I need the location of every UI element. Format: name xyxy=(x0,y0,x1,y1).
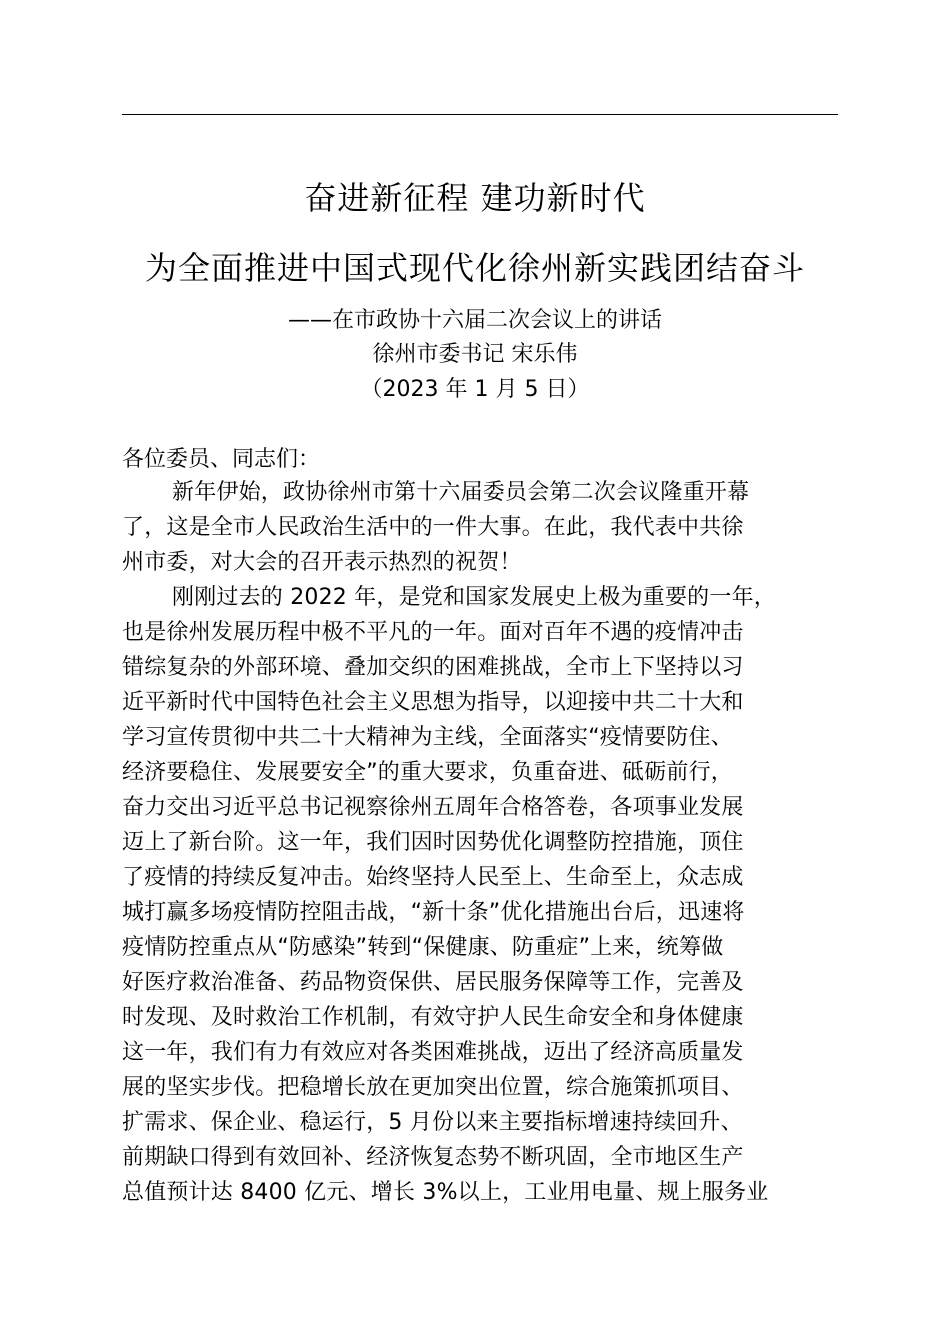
body-line: 也是徐州发展历程中极不平凡的一年。面对百年不遇的疫情冲击 xyxy=(122,620,744,645)
body-line: 了，这是全市人民政治生活中的一件大事。在此，我代表中共徐 xyxy=(122,515,744,540)
body-line: 城打赢多场疫情防控阻击战，“新十条”优化措施出台后，迅速将 xyxy=(122,900,745,925)
body-line: 学习宣传贯彻中共二十大精神为主线，全面落实“疫情要防住、 xyxy=(122,725,733,750)
body-line: 经济要稳住、发展要安全”的重大要求，负重奋进、砥砺前行， xyxy=(122,760,733,785)
date: （2023 年 1 月 5 日） xyxy=(360,377,590,402)
salutation: 各位委员、同志们： xyxy=(122,447,321,472)
body-line: 前期缺口得到有效回补、经济恢复态势不断巩固，全市地区生产 xyxy=(122,1145,744,1170)
body-line: 总值预计达 8400 亿元、增长 3%以上，工业用电量、规上服务业 xyxy=(122,1180,769,1205)
title-line-1: 奋进新征程 建功新时代 xyxy=(304,179,646,217)
body-line: 好医疗救治准备、药品物资保供、居民服务保障等工作，完善及 xyxy=(122,970,744,995)
body-line: 奋力交出习近平总书记视察徐州五周年合格答卷，各项事业发展 xyxy=(122,795,744,820)
body-line: 刚刚过去的 2022 年，是党和国家发展史上极为重要的一年， xyxy=(172,585,776,610)
body-line: 迈上了新台阶。这一年，我们因时因势优化调整防控措施，顶住 xyxy=(122,830,744,855)
body-line: 错综复杂的外部环境、叠加交织的困难挑战，全市上下坚持以习 xyxy=(122,655,744,680)
body-line: 了疫情的持续反复冲击。始终坚持人民至上、生命至上，众志成 xyxy=(122,865,744,890)
body-line: 近平新时代中国特色社会主义思想为指导，以迎接中共二十大和 xyxy=(122,690,744,715)
body-line: 疫情防控重点从“防感染”转到“保健康、防重症”上来，统筹做 xyxy=(122,935,724,960)
body-line: 州市委，对大会的召开表示热烈的祝贺！ xyxy=(122,550,522,575)
body-line: 时发现、及时救治工作机制，有效守护人民生命安全和身体健康 xyxy=(122,1005,744,1030)
body-line: 这一年，我们有力有效应对各类困难挑战，迈出了经济高质量发 xyxy=(122,1040,744,1065)
body-line: 扩需求、保企业、稳运行，5 月份以来主要指标增速持续回升、 xyxy=(122,1110,743,1135)
speaker: 徐州市委书记 宋乐伟 xyxy=(372,342,578,367)
title-line-2: 为全面推进中国式现代化徐州新实践团结奋斗 xyxy=(144,249,805,287)
subtitle: ——在市政协十六届二次会议上的讲话 xyxy=(287,308,662,333)
body-line: 展的坚实步伐。把稳增长放在更加突出位置，综合施策抓项目、 xyxy=(122,1075,744,1100)
body-line: 新年伊始，政协徐州市第十六届委员会第二次会议隆重开幕 xyxy=(172,480,750,505)
header-rule xyxy=(122,114,838,115)
